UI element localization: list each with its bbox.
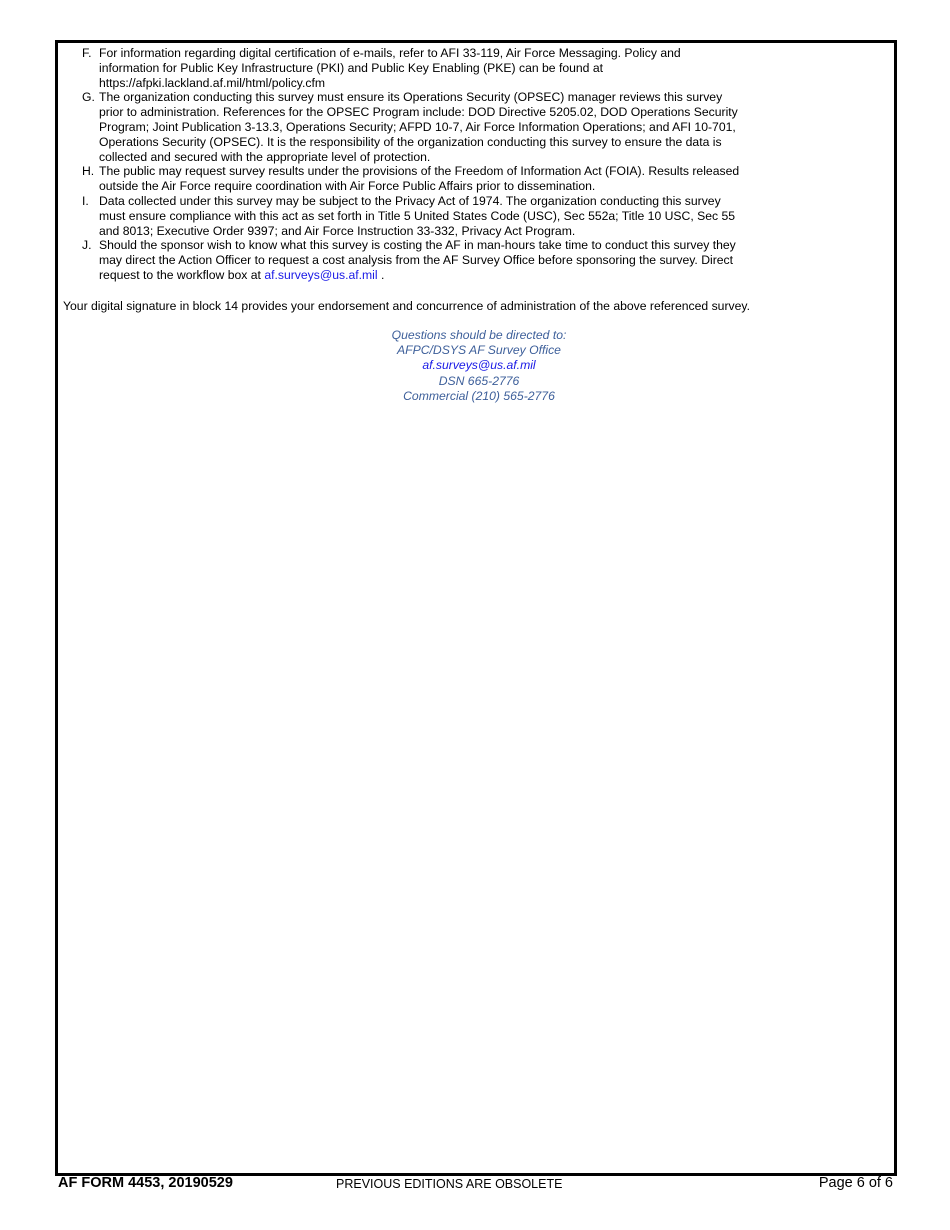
obsolete-notice: PREVIOUS EDITIONS ARE OBSOLETE (336, 1177, 563, 1191)
item-text: Data collected under this survey may be subject to the Privacy Act of 1974. The organization conducting this survey must ensure compliance with this act as set forth in Title 5 United States Code (USC), Sec 552a; Title 10 USC, Sec 55 and 8013; Executive Order 9397; and Air Force Instruction 33-332, Privacy Act Program. (99, 193, 736, 238)
contact-heading: Questions should be directed to: (391, 328, 567, 342)
item-letter: H. (82, 164, 95, 179)
item-suffix: . (377, 267, 385, 282)
item-letter: J. (82, 238, 92, 253)
form-frame (55, 40, 897, 1176)
item-letter: I. (82, 193, 89, 208)
item-text: The organization conducting this survey must ensure its Operations Security (OPSEC) manager reviews this survey prior to administration. References for the OPSEC Program include: DOD Directive 5205.02, DOD Operations Security Program; Joint Publication 3-13.3, Operations Security; AFPD 10-7, Air Force Information Operations; and AFI 10-701, Operations Security (OPSEC). It is the responsibility of the organization conducting this survey to ensure the data is collected and secured with the appropriate level of protection. (99, 90, 738, 164)
list-item-h (82, 164, 742, 194)
list-item-g (82, 90, 742, 164)
list-item-j (82, 238, 742, 282)
list-item-f (82, 46, 742, 90)
contact-dsn: DSN 665-2776 (438, 373, 520, 388)
item-letter: F. (82, 46, 92, 60)
item-text: For information regarding digital certification of e-mails, refer to AFI 33-119, Air Force Messaging. Policy and information for Public Key Infrastructure (PKI) and Public Key Enabling (PKE) can be found at https://afpki.lackland.af.mil/html/policy.cfm (99, 46, 681, 90)
survey-email-link[interactable]: af.surveys@us.af.mil (264, 267, 378, 282)
instructions-list (82, 46, 742, 283)
contact-email-link[interactable]: af.surveys@us.af.mil (422, 358, 536, 373)
contact-office: AFPC/DSYS AF Survey Office (397, 343, 561, 358)
item-text: The public may request survey results under the provisions of the Freedom of Information Act (FOIA). Results released outside the Air Force require coordination with Air Force Public Affairs prior to dissemination. (99, 164, 740, 194)
contact-block (58, 328, 900, 404)
contact-commercial: Commercial (210) 565-2776 (403, 388, 555, 403)
page-number: Page 6 of 6 (818, 1175, 893, 1191)
item-text: Should the sponsor wish to know what this survey is costing the AF in man-hours take time to conduct this survey they may direct the Action Officer to request a cost analysis from the AF Survey Office before sponsoring the survey. Direct request to the workflow box at (99, 238, 736, 282)
form-identifier: AF FORM 4453, 20190529 (58, 1175, 233, 1191)
list-item-i (82, 194, 742, 238)
item-letter: G. (82, 90, 95, 105)
item-text-container (99, 238, 742, 282)
endorsement-statement: Your digital signature in block 14 provides your endorsement and concurrence of administration of the above referenced survey. (63, 299, 750, 313)
